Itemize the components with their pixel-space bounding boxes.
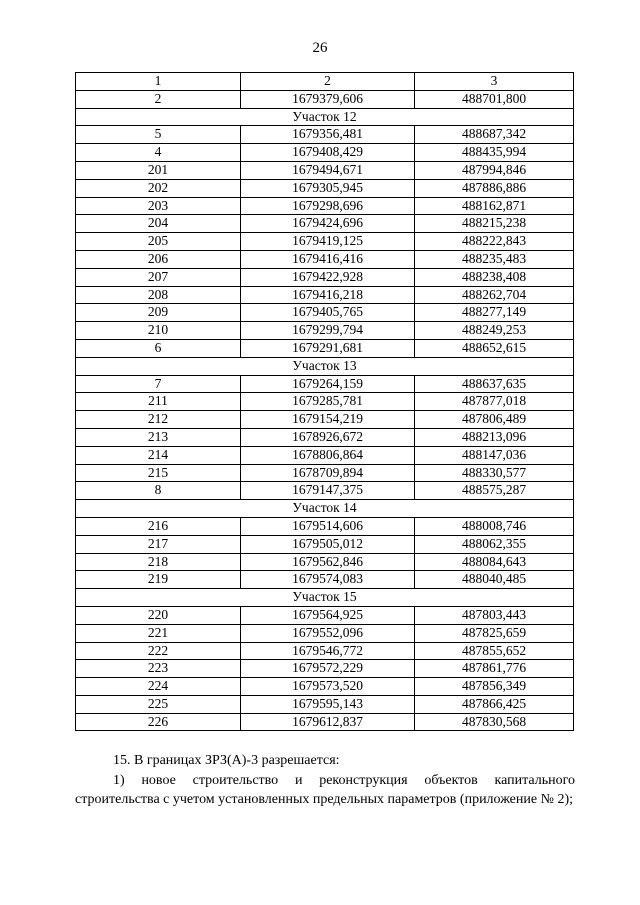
table-row [76,678,574,696]
table-row [76,624,574,642]
point-number-cell: 214 [76,446,241,464]
x-coordinate-cell: 1679147,375 [241,482,415,500]
x-coordinate-cell: 1678709,894 [241,464,415,482]
x-coordinate-cell: 1679419,125 [241,233,415,251]
table-row [76,695,574,713]
y-coordinate-cell: 488435,994 [415,144,574,162]
x-coordinate-cell: 1679154,219 [241,411,415,429]
x-coordinate-cell: 1679291,681 [241,339,415,357]
x-coordinate-cell: 1679572,229 [241,660,415,678]
x-coordinate-cell: 1679264,159 [241,375,415,393]
table-row [76,339,574,357]
x-coordinate-cell: 1679546,772 [241,642,415,660]
point-number-cell: 206 [76,250,241,268]
point-number-cell: 221 [76,624,241,642]
table-row [76,571,574,589]
table-row [76,535,574,553]
table-row [76,553,574,571]
section-label: Участок 14 [76,500,574,518]
x-coordinate-cell: 1679562,846 [241,553,415,571]
y-coordinate-cell: 488277,149 [415,304,574,322]
coordinates-table-body [76,73,574,731]
x-coordinate-cell: 1679514,606 [241,517,415,535]
table-row [76,268,574,286]
x-coordinate-cell: 1679595,143 [241,695,415,713]
y-coordinate-cell: 488235,483 [415,250,574,268]
y-coordinate-cell: 487861,776 [415,660,574,678]
point-number-cell: 208 [76,286,241,304]
x-coordinate-cell: 1679405,765 [241,304,415,322]
table-row [76,606,574,624]
section-row [76,108,574,126]
table-row [76,464,574,482]
table-row [76,322,574,340]
table-row [76,428,574,446]
x-coordinate-cell: 1679574,083 [241,571,415,589]
table-row [76,482,574,500]
y-coordinate-cell: 488652,615 [415,339,574,357]
section-label: Участок 12 [76,108,574,126]
x-coordinate-cell: 1679298,696 [241,197,415,215]
y-coordinate-cell: 487803,443 [415,606,574,624]
y-coordinate-cell: 487806,489 [415,411,574,429]
table-row [76,197,574,215]
point-number-cell: 201 [76,161,241,179]
x-coordinate-cell: 1679379,606 [241,90,415,108]
y-coordinate-cell: 488687,342 [415,126,574,144]
point-number-cell: 226 [76,713,241,731]
y-coordinate-cell: 487866,425 [415,695,574,713]
y-coordinate-cell: 488062,355 [415,535,574,553]
column-header-1: 1 [76,73,241,91]
x-coordinate-cell: 1679422,928 [241,268,415,286]
y-coordinate-cell: 487856,349 [415,678,574,696]
point-number-cell: 205 [76,233,241,251]
table-row [76,642,574,660]
table-row [76,286,574,304]
section-row [76,357,574,375]
y-coordinate-cell: 488330,577 [415,464,574,482]
y-coordinate-cell: 487830,568 [415,713,574,731]
x-coordinate-cell: 1679416,416 [241,250,415,268]
table-row [76,90,574,108]
point-number-cell: 203 [76,197,241,215]
point-number-cell: 218 [76,553,241,571]
y-coordinate-cell: 488637,635 [415,375,574,393]
column-header-2: 2 [241,73,415,91]
section-label: Участок 13 [76,357,574,375]
point-number-cell: 213 [76,428,241,446]
x-coordinate-cell: 1679505,012 [241,535,415,553]
x-coordinate-cell: 1679494,671 [241,161,415,179]
table-header-row [76,73,574,91]
paragraph-15: 15. В границах ЗРЗ(А)-3 разрешается: [113,753,340,768]
table-row [76,250,574,268]
point-number-cell: 219 [76,571,241,589]
y-coordinate-cell: 488249,253 [415,322,574,340]
table-row [76,713,574,731]
x-coordinate-cell: 1679408,429 [241,144,415,162]
table-row [76,233,574,251]
point-number-cell: 220 [76,606,241,624]
point-number-cell: 202 [76,179,241,197]
point-number-cell: 4 [76,144,241,162]
x-coordinate-cell: 1679356,481 [241,126,415,144]
point-number-cell: 215 [76,464,241,482]
y-coordinate-cell: 488701,800 [415,90,574,108]
x-coordinate-cell: 1679573,520 [241,678,415,696]
table-row [76,161,574,179]
section-row [76,500,574,518]
x-coordinate-cell: 1679305,945 [241,179,415,197]
table-row [76,446,574,464]
y-coordinate-cell: 488262,704 [415,286,574,304]
x-coordinate-cell: 1679424,696 [241,215,415,233]
x-coordinate-cell: 1678926,672 [241,428,415,446]
point-number-cell: 210 [76,322,241,340]
table-row [76,179,574,197]
page-number: 26 [312,40,328,56]
x-coordinate-cell: 1679299,794 [241,322,415,340]
x-coordinate-cell: 1679285,781 [241,393,415,411]
table-row [76,126,574,144]
y-coordinate-cell: 488215,238 [415,215,574,233]
x-coordinate-cell: 1679564,925 [241,606,415,624]
point-number-cell: 212 [76,411,241,429]
y-coordinate-cell: 488162,871 [415,197,574,215]
paragraph-item-1: 1) новое строительство и реконструкция объектов капитального строительства с учетом установленных предельных параметров (приложение № 2); [75,773,575,807]
section-label: Участок 15 [76,589,574,607]
table-row [76,215,574,233]
y-coordinate-cell: 488238,408 [415,268,574,286]
y-coordinate-cell: 487994,846 [415,161,574,179]
table-row [76,517,574,535]
y-coordinate-cell: 487877,018 [415,393,574,411]
point-number-cell: 217 [76,535,241,553]
coordinates-table [75,72,574,731]
point-number-cell: 209 [76,304,241,322]
x-coordinate-cell: 1679612,837 [241,713,415,731]
y-coordinate-cell: 488040,485 [415,571,574,589]
table-row [76,144,574,162]
table-row [76,393,574,411]
table-row [76,304,574,322]
point-number-cell: 216 [76,517,241,535]
column-header-3: 3 [415,73,574,91]
x-coordinate-cell: 1679416,218 [241,286,415,304]
point-number-cell: 8 [76,482,241,500]
x-coordinate-cell: 1678806,864 [241,446,415,464]
point-number-cell: 2 [76,90,241,108]
table-row [76,411,574,429]
point-number-cell: 204 [76,215,241,233]
point-number-cell: 7 [76,375,241,393]
y-coordinate-cell: 488222,843 [415,233,574,251]
point-number-cell: 5 [76,126,241,144]
y-coordinate-cell: 488147,036 [415,446,574,464]
table-row [76,660,574,678]
y-coordinate-cell: 488084,643 [415,553,574,571]
section-row [76,589,574,607]
x-coordinate-cell: 1679552,096 [241,624,415,642]
y-coordinate-cell: 487825,659 [415,624,574,642]
point-number-cell: 224 [76,678,241,696]
y-coordinate-cell: 488575,287 [415,482,574,500]
y-coordinate-cell: 488213,096 [415,428,574,446]
point-number-cell: 207 [76,268,241,286]
y-coordinate-cell: 488008,746 [415,517,574,535]
y-coordinate-cell: 487855,652 [415,642,574,660]
y-coordinate-cell: 487886,886 [415,179,574,197]
point-number-cell: 225 [76,695,241,713]
point-number-cell: 6 [76,339,241,357]
point-number-cell: 223 [76,660,241,678]
point-number-cell: 211 [76,393,241,411]
table-row [76,375,574,393]
point-number-cell: 222 [76,642,241,660]
